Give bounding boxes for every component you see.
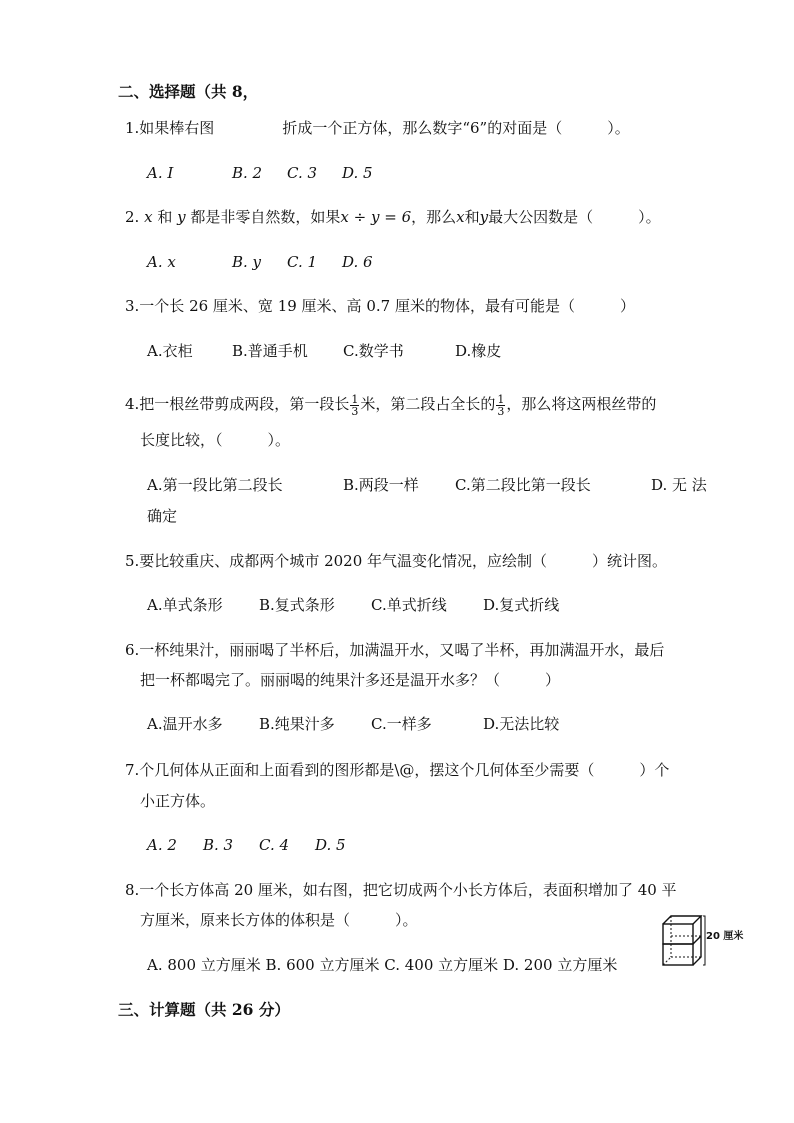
question-8-line-1: 8.一个长方体高 20 厘米，如右图，把它切成两个小长方体后，表面积增加了 40 平 <box>125 881 677 899</box>
question-2-stem-end: 最大公因数是（ ）。 <box>488 208 661 226</box>
question-4-line-1 <box>125 392 656 417</box>
question-4-option-c[interactable]: C.第二段比第一段长 <box>455 476 591 494</box>
question-2-and2: 和 <box>464 208 480 226</box>
question-8-options[interactable]: A. 800 立方厘米 B. 600 立方厘米 C. 400 立方厘米 D. 200 立方厘米 <box>147 956 618 974</box>
question-4-option-d-wrap: 确定 <box>147 507 178 525</box>
question-1-option-d[interactable]: D. 5 <box>342 164 373 182</box>
question-5-option-b[interactable]: B.复式条形 <box>259 596 335 614</box>
question-1-option-a[interactable]: A. I <box>147 164 174 182</box>
question-1-stem-start: 1.如果棒右图 <box>125 119 215 137</box>
question-7-option-c[interactable]: C. 4 <box>259 836 290 854</box>
question-6-option-c[interactable]: C.一样多 <box>371 715 432 733</box>
question-3-option-d[interactable]: D.橡皮 <box>455 342 502 360</box>
cuboid-height-label: 20 厘米 <box>706 931 744 942</box>
question-3-option-c[interactable]: C.数学书 <box>343 342 404 360</box>
question-5-option-a[interactable]: A.单式条形 <box>147 596 223 614</box>
question-2-option-b[interactable]: B. y <box>232 253 262 271</box>
question-2-option-c[interactable]: C. 1 <box>287 253 318 271</box>
question-1-stem-end: 折成一个正方体，那么数字“6”的对面是（ ）。 <box>282 119 630 137</box>
question-2-stem-then: ，那么 <box>411 208 457 226</box>
question-2-var-x: x <box>144 208 153 226</box>
question-5-option-d[interactable]: D.复式折线 <box>483 596 560 614</box>
question-2-expression: x ÷ y = 6 <box>340 208 412 226</box>
question-3: 3.一个长 26 厘米、宽 19 厘米、高 0.7 厘米的物体，最有可能是（ ） <box>125 297 635 315</box>
question-6-line-2: 把一杯都喝完了。丽丽喝的纯果汁多还是温开水多？（ ） <box>140 671 561 689</box>
question-4-fraction-1: $\frac{1}{3}$ <box>351 392 359 418</box>
question-8-line-2: 方厘米，原来长方体的体积是（ ）。 <box>140 911 418 929</box>
question-4-option-d[interactable]: D. 无 法 <box>651 476 707 494</box>
question-7-line-1: 7.个几何体从正面和上面看到的图形都是\@，摆这个几何体至少需要（ ）个 <box>125 761 670 779</box>
question-2-option-d[interactable]: D. 6 <box>342 253 373 271</box>
question-2-stem-mid: 都是非零自然数，如果 <box>190 208 341 226</box>
question-2-number: 2. <box>125 208 140 226</box>
question-4-stem-start: 4.把一根丝带剪成两段，第一段长 <box>125 395 350 413</box>
question-3-option-a[interactable]: A.衣柜 <box>147 342 193 360</box>
question-7-option-a[interactable]: A. 2 <box>147 836 177 854</box>
question-6-option-b[interactable]: B.纯果汁多 <box>259 715 335 733</box>
question-6-line-1: 6.一杯纯果汁，丽丽喝了半杯后，加满温开水，又喝了半杯，再加满温开水，最后 <box>125 641 665 659</box>
section-two-title: 二、选择题（共 8， <box>118 82 259 101</box>
question-7-option-d[interactable]: D. 5 <box>315 836 346 854</box>
question-1-option-c[interactable]: C. 3 <box>287 164 318 182</box>
question-2-option-a[interactable]: A. x <box>147 253 176 271</box>
question-6-option-d[interactable]: D.无法比较 <box>483 715 560 733</box>
question-2-and: 和 <box>157 208 173 226</box>
question-4-option-b[interactable]: B.两段一样 <box>343 476 419 494</box>
question-3-option-b[interactable]: B.普通手机 <box>232 342 308 360</box>
question-4-stem-mid: 米，第二段占全长的 <box>360 395 496 413</box>
question-2-var-x2: x <box>456 208 465 226</box>
question-4-stem-end: ，那么将这两根丝带的 <box>506 395 657 413</box>
question-7-line-2: 小正方体。 <box>140 792 216 810</box>
question-5: 5.要比较重庆、成都两个城市 2020 年气温变化情况，应绘制（ ）统计图。 <box>125 552 668 570</box>
question-1 <box>125 118 630 138</box>
section-three-title: 三、计算题（共 26 分） <box>118 1000 290 1019</box>
question-2-var-y: y <box>177 208 186 226</box>
question-2 <box>125 207 661 227</box>
question-4-line-2: 长度比较，（ ）。 <box>140 431 291 449</box>
question-6-option-a[interactable]: A.温开水多 <box>147 715 223 733</box>
question-7-option-b[interactable]: B. 3 <box>203 836 234 854</box>
question-1-option-b[interactable]: B. 2 <box>232 164 263 182</box>
question-2-var-y2: y <box>479 208 489 226</box>
question-4-fraction-2: $\frac{1}{3}$ <box>497 392 505 418</box>
question-5-option-c[interactable]: C.单式折线 <box>371 596 447 614</box>
question-4-option-a[interactable]: A.第一段比第二段长 <box>147 476 283 494</box>
